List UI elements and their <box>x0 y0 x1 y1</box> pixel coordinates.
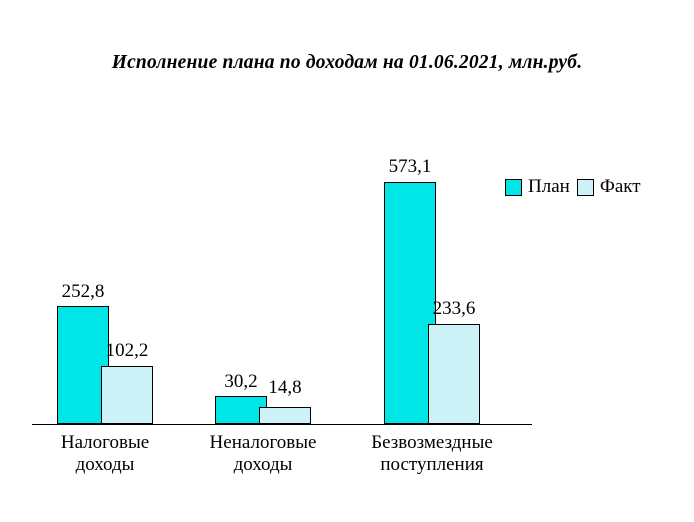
category-label-3-line2: поступления <box>380 453 484 475</box>
category-label-2 <box>183 432 343 476</box>
bar-label-plan-2: 30,2 <box>224 371 258 392</box>
category-label-1-line2: доходы <box>75 453 135 475</box>
category-label-2-line1: Неналоговые <box>209 432 317 453</box>
category-label-3-line1: Безвозмездные <box>371 432 493 453</box>
category-label-3 <box>352 432 512 476</box>
bar-label-fact-2: 14,8 <box>268 377 302 398</box>
bar-fact-3 <box>428 324 480 424</box>
category-label-1-line1: Налоговые <box>60 432 150 453</box>
chart-title: Исполнение плана по доходам на 01.06.2021, млн.руб. <box>111 52 583 73</box>
bar-label-plan-1: 252,8 <box>61 281 105 302</box>
bar-label-fact-3: 233,6 <box>432 298 476 319</box>
legend-label-fact: Факт <box>599 176 641 197</box>
category-label-1 <box>25 432 185 476</box>
bar-label-fact-1: 102,2 <box>105 340 149 361</box>
category-axis-line <box>32 424 532 425</box>
bar-fact-2 <box>259 407 311 424</box>
bar-label-plan-3: 573,1 <box>388 156 432 177</box>
bar-fact-1 <box>101 366 153 424</box>
legend-label-plan: План <box>528 176 570 197</box>
category-label-2-line2: доходы <box>233 453 293 475</box>
